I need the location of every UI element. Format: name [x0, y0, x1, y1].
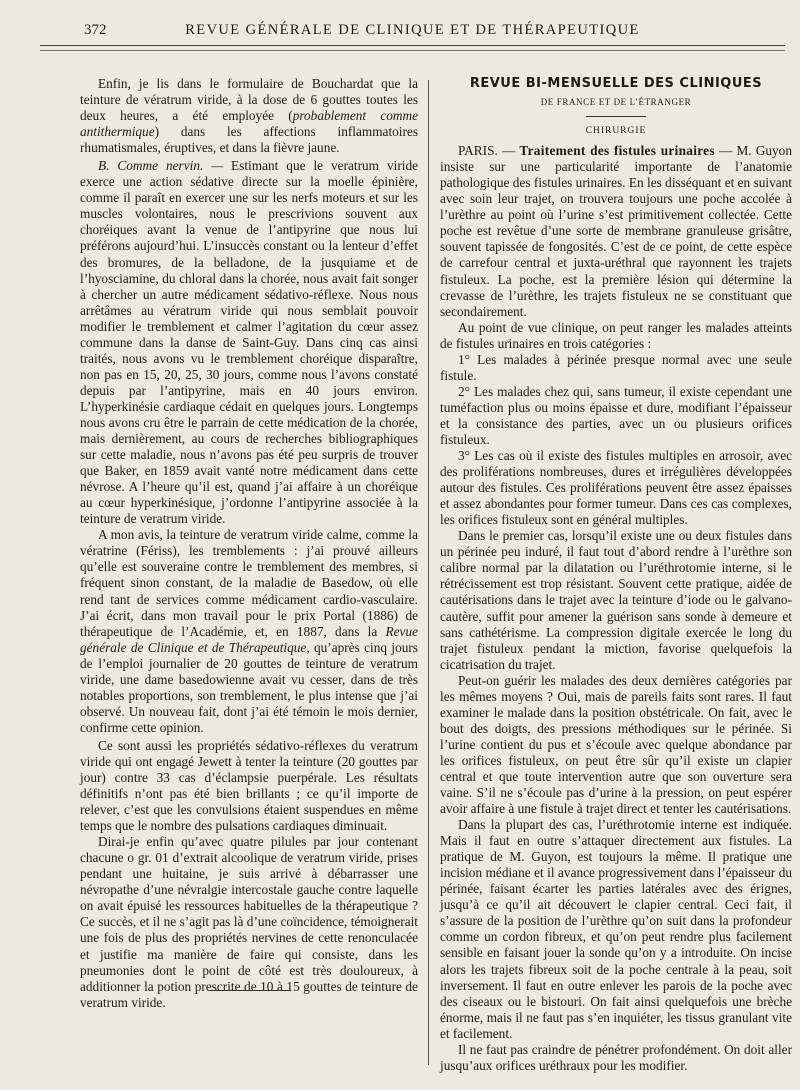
article-title: Traitement des fistules urinaires: [519, 143, 715, 159]
section-subtitle: DE FRANCE ET DE L’ÉTRANGER: [540, 97, 692, 108]
paragraph-clinical-view: Au point de vue clinique, on peut ranger les malades atteints de fistules urinaires en trois catégories :: [440, 319, 792, 351]
page-number: 372: [84, 22, 107, 38]
rubric-heading: CHIRURGIE: [585, 126, 647, 137]
list-item-category-2: 2° Les malades chez qui, sans tumeur, il existe cependant une tuméfaction plus ou moins épaisse et dure, modifiant l’épaisseur et la consistance des parties, avec un ou plusieurs orifices fistuleux.: [440, 383, 792, 447]
list-item-category-1: 1° Les malades à périnée presque normal avec une seule fistule.: [440, 351, 792, 383]
paragraph-jewett: Ce sont aussi les propriétés sédativo-réflexes du veratrum viride qui ont engagé Jewett à tenter la teinture (20 gouttes par jour) contre 33 cas d’éclampsie puerpérale. Les résultats définitifs n’ont pas été bien brillants ; ce qu’il importe de relever, c’est que les convulsions étaient suspendues en même temps que le nombre des pulsations cardiaques diminuait.: [80, 737, 418, 834]
paragraph-premier-cas: Dans le premier cas, lorsqu’il existe une ou deux fistules dans un périnée peu induré, il faut tout d’abord rendre à l’urèthre son calibre normal par la dilatation ou l’uréthrotomie interne, si le rétrécissement est trop résistant. Souvent cette pratique, aidée de cautérisations dans le trajet avec la teinture d’iode ou le galvano-cautère, suffit pour amener la guérison sans sonde à demeure et sans cathétérisme. La compression digitale exercée le long du trajet fistuleux pendant la miction, favorise quelquefois la cicatrisation du trajet.: [440, 528, 792, 672]
running-title: REVUE GÉNÉRALE DE CLINIQUE ET DE THÉRAPEUTIQUE: [185, 22, 640, 38]
column-divider: [428, 80, 429, 1065]
paragraph-comme-nervin: B. Comme nervin. — Estimant que le veratrum viride exerce une action sédative directe sur la moelle épinière, comme il paraît en exercer une sur les nerfs moteurs et sur les muscles volontaires, nous le prescrivions souvent aux choréiques avant la venue de l’antipyrine que nous lui préférons aujourd’hui. L’insuccès constant ou la lenteur d’effet des bromures, de la belladone, de la jusquiame et de l’hyosciamine, du chloral dans la chorée, nous avait fait songer à chercher un autre médicament sédativo-réflexe. Nous nous arrêtâmes au vératrum viride qui nous semblait pouvoir modifier le tremblement et calmer l’agitation du cœur assez commune dans la danse de Saint-Guy. Dans cinq cas ainsi traités, nous avons vu le tremblement choréique disparaître, non pas en 15, 20, 25, 30 jours, comme nous l’avons constaté depuis par l’antipyrine, mais en 40 jours environ. L’hyperkinésie cardiaque cédait en quelques jours. Longtemps nous avons cru être le parrain de cette médication de la chorée, mais dernièrement, au cours de recherches bibliographiques sur cette maladie, nous n’avons pas été peu surpris de trouver que Baker, en 1859 avait vanté notre médicament dans cette névrose. A l’heure qu’il est, quand j’ai affaire à un choréique au cœur hyperkinésique, j’ordonne l’antipyrine associée à la teinture de veratrum viride.: [80, 158, 418, 527]
paragraph-nevralgie: Dirai-je enfin qu’avec quatre pilules par jour contenant chacune o gr. 01 d’extrait alcoolique de veratrum viride, prises pendant une huitaine, je suis arrivé à débarrasser une névropathe d’une névralgie intercostale gauche contre laquelle on avait épuisé les ressources habituelles de la thérapeutique ? Ce succès, et il ne s’agit pas là d’une coïncidence, témoignerait une fois de plus des propriétés nervines de cette renonculacée et justifie ma manière de faire qui consiste, dans les pneumonies dont le point de côté est très douloureux, à additionner la potion prescrite de 10 à 15 gouttes de teinture de veratrum viride.: [80, 834, 418, 1010]
section-title: REVUE BI-MENSUELLE DES CLINIQUES: [469, 76, 763, 91]
left-column: [80, 76, 418, 1011]
right-column: [440, 76, 792, 1074]
paragraph-tremblements: A mon avis, la teinture de veratrum viride calme, comme la vératrine (Fériss), les tremblements : j’ai prouvé ailleurs qu’elle est souveraine contre le tremblement des membres, si fréquent sinon constant, de la maladie de Basedow, où elle rend tant de services comme médicament cardio-vasculaire. J’ai écrit, dans mon travail pour le prix Portal (1886) de thérapeutique de l’Académie, et, en 1887, dans la Revue générale de Clinique et de Thérapeutique, qu’après cinq jours de l’emploi journalier de 20 gouttes de teinture de veratrum viride, une dame basedowienne avait vu cesser, dans de très notables proportions, son tremblement, le plus intense que j’ai observé. Un nouveau fait, dont j’ai été témoin le mois dernier, confirme cette opinion.: [80, 527, 418, 735]
running-header: [40, 20, 785, 46]
paragraph-peut-on-guerir: Peut-on guérir les malades des deux dernières catégories par les mêmes moyens ? Oui, mais de pareils faits sont rares. Il faut examiner le malade dans la position obstétricale. On fait, avec le bout des doigts, des pressions méthodiques sur le périnée. Si l’urine contient du pus et s’écoule avec quelque abondance par les orifices fistuleux, on peut être sûr qu’il existe un clapier central et que toute intervention autre que son ouverture sera vaine. S’il ne s’écoule pas d’urine à la pression, on peut espérer avoir affaire à une fistule à trajet direct et tenter les cautérisations.: [440, 672, 792, 817]
paragraph-conclusion: Il ne faut pas craindre de pénétrer profondément. On doit aller jusqu’aux orifices uréthraux pour les modifier.: [440, 1041, 792, 1073]
list-item-category-3: 3° Les cas où il existe des fistules multiples en arrosoir, avec des proliférations nombreuses, dures et irrégulières développées autour des fistules. Ces proliférations peuvent être assez épaisses et assez abondantes pour former tumeur. Dans ces cas complexes, les orifices fistuleux sont en général multiples.: [440, 448, 792, 528]
section-rule: [586, 116, 646, 117]
paragraph-bouchardat: Enfin, je lis dans le formulaire de Bouchardat que la teinture de vératrum viride, à la dose de 6 gouttes toutes les deux heures, a été employée (probablement comme antithermique) dans les affections inflammatoires rhumatismales, éruptives, et dans la fièvre jaune.: [80, 76, 418, 156]
header-rule: [40, 50, 785, 51]
article-end-rule: [210, 990, 290, 991]
article-lead: PARIS. — Traitement des fistules urinaires — M. Guyon insiste sur une particularité importante de l’anatomie pathologique des fistules urinaires. En les disséquant et en suivant avec soin leur trajet, on trouvera toujours une poche accolée à l’urèthre au point où l’urine s’est primitivement collectée. Cette poche est revêtue d’une sorte de membrane granuleuse grisâtre, souvent tapissée de fongosités. C’est de ce point, de cette espèce de carrefour central et juxta-uréthral que rayonnent les trajets fistuleux. La poche, est la première lésion qui détermine la crevasse de l’urèthre, les trajets fistuleux ne se constituant que secondairement.: [440, 143, 792, 319]
paragraph-urethrotomie: Dans la plupart des cas, l’uréthrotomie interne est indiquée. Mais il faut en outre s’attaquer directement aux fistules. La pratique de M. Guyon, est toujours la même. Il pratique une incision médiane et il avance progressivement dans l’épaisseur du périnée, faisant écarter les parties latérales avec des érignes, jusqu’à ce qu’il ait découvert le clapier central. Ceci fait, il s’assure de la position de l’urèthre qu’on suit dans la profondeur comme un cordon fibreux, et qu’on peut rendre plus facilement sensible en faisant jouer la sonde qu’on y a introduite. On incise alors les trajets fibreux soit de la poche centrale à la peau, soit inversement. Il faut en outre enlever les parois de la poche avec des ciseaux ou le bistouri. On fait ainsi quelquefois une brèche énorme, mais il ne faut pas s’en inquiéter, les tissus granulant vite et facilement.: [440, 817, 792, 1041]
subsection-heading: B. Comme nervin. —: [98, 158, 224, 174]
